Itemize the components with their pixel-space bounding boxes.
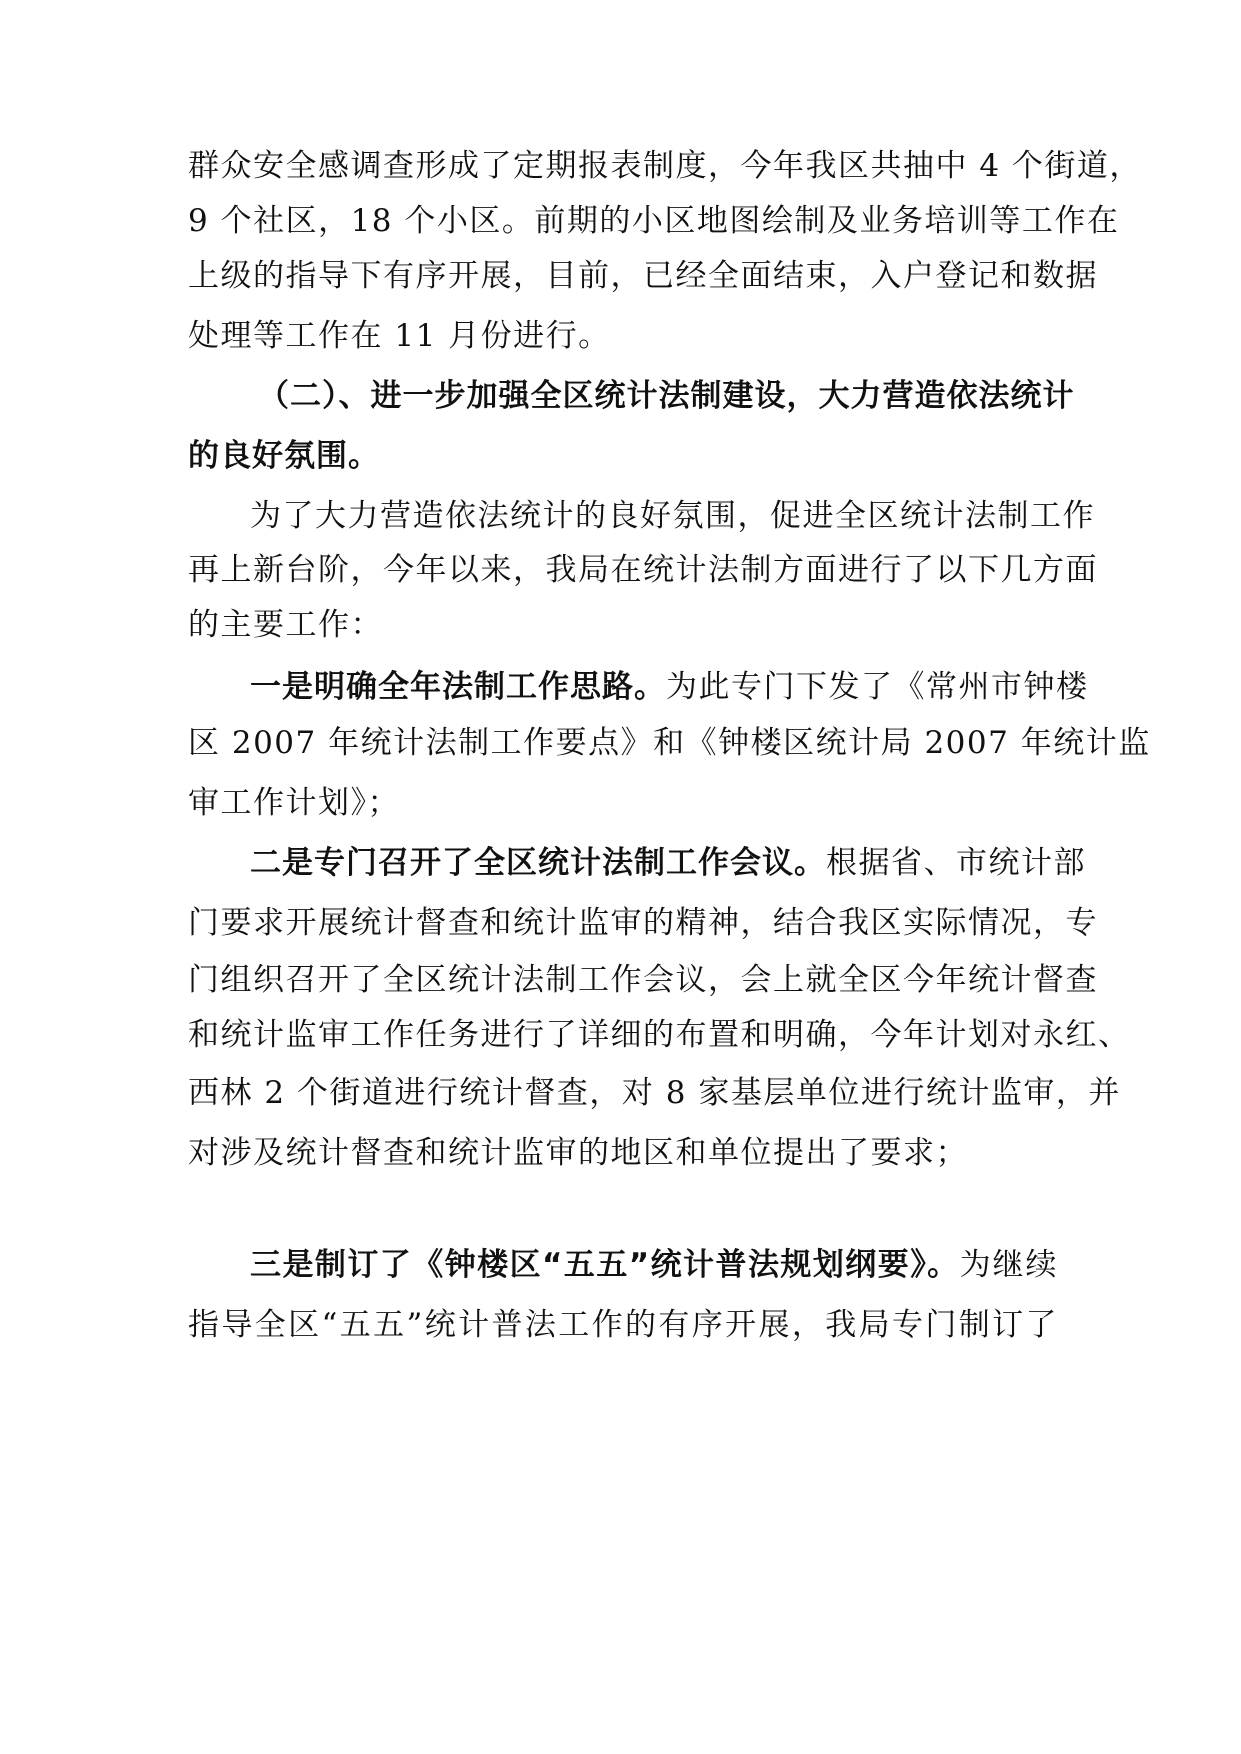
para1-line-2: 9 个社区，18 个小区。前期的小区地图绘制及业务培训等工作在 — [188, 203, 1120, 239]
para1-line-3: 上级的指导下有序开展，目前，已经全面结束，入户登记和数据 — [188, 258, 1098, 294]
item2-line-1 — [188, 838, 1086, 888]
para2-line-1: 为了大力营造依法统计的良好氛围，促进全区统计法制工作 — [250, 498, 1095, 534]
item2-line-1-rest: 根据省、市统计部 — [826, 845, 1086, 881]
item1-line-3: 审工作计划》； — [188, 785, 400, 821]
para1-line-4: 处理等工作在 11 月份进行。 — [188, 318, 611, 354]
item2-lead: 二是专门召开了全区统计法制工作会议。 — [250, 845, 826, 881]
item2-line-4: 和统计监审工作任务进行了详细的布置和明确，今年计划对永红、 — [188, 1017, 1131, 1053]
item3-line-2: 指导全区“五五”统计普法工作的有序开展，我局专门制订了 — [188, 1307, 1058, 1343]
item2-line-6: 对涉及统计督查和统计监审的地区和单位提出了要求； — [188, 1135, 968, 1171]
item1-line-1-rest: 为此专门下发了《常州市钟楼 — [666, 669, 1089, 705]
item1-line-2: 区 2007 年统计法制工作要点》和《钟楼区统计局 2007 年统计监 — [188, 725, 1151, 761]
para1-line-1: 群众安全感调查形成了定期报表制度，今年我区共抽中 4 个街道， — [188, 148, 1142, 184]
item3-line-1-rest: 为继续 — [959, 1247, 1059, 1283]
para2-line-2: 再上新台阶，今年以来，我局在统计法制方面进行了以下几方面 — [188, 552, 1098, 588]
section-heading-line-2: 的良好氛围。 — [188, 438, 380, 474]
item2-line-3: 门组织召开了全区统计法制工作会议，会上就全区今年统计督查 — [188, 962, 1098, 998]
para2-line-3: 的主要工作： — [188, 607, 383, 643]
section-heading-line-1: （二）、进一步加强全区统计法制建设，大力营造依法统计 — [258, 378, 1075, 414]
item2-line-2: 门要求开展统计督查和统计监审的精神，结合我区实际情况，专 — [188, 905, 1098, 941]
item3-line-1 — [188, 1240, 1058, 1290]
item2-line-5: 西林 2 个街道进行统计督查，对 8 家基层单位进行统计监审，并 — [188, 1075, 1121, 1111]
item3-lead: 三是制订了《钟楼区“五五”统计普法规划纲要》。 — [250, 1247, 960, 1283]
item1-lead: 一是明确全年法制工作思路。 — [250, 669, 666, 705]
item1-line-1 — [188, 662, 1089, 712]
